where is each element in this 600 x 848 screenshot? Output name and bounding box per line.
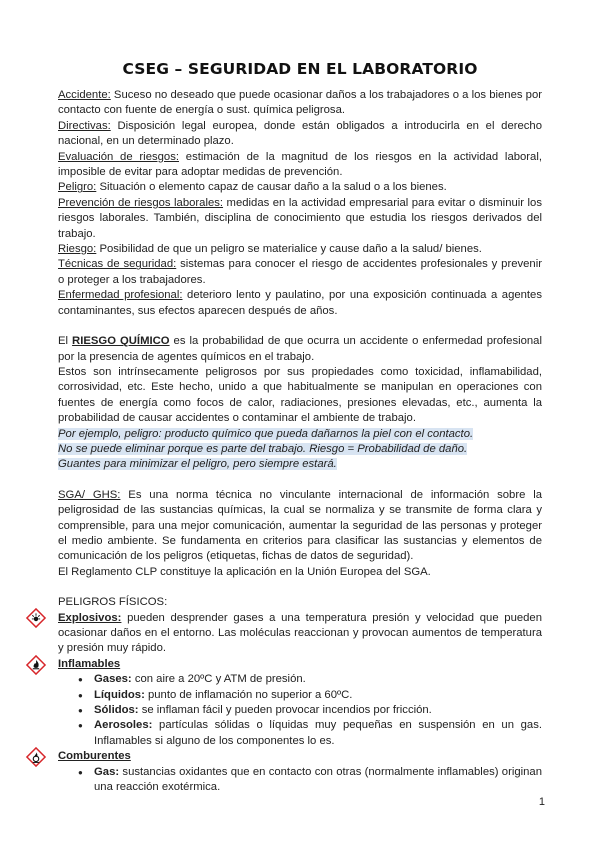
highlight-example-2 — [58, 442, 542, 457]
item-term: Líquidos: — [94, 688, 145, 701]
flame-over-circle-pictogram-icon — [25, 746, 47, 768]
spacer — [58, 319, 542, 334]
page-number: 1 — [538, 796, 545, 808]
definition-evaluacion — [58, 150, 542, 181]
riesgo-detail-paragraph: Estos son intrínsecamente peligrosos por sus propiedades como toxicidad, inflamabilidad, corrosividad, etc. Este hecho, unido a que habitualmente se manipulan en operaciones con fuentes de energía como focos de calor, radiaciones, presiones elevadas, etc., aumenta la probabilidad de causar accidentes o contaminar el ambiente de trabajo. — [58, 365, 542, 425]
definition-text: Posibilidad de que un peligro se materialice y cause daño a la salud/ bienes. — [96, 243, 482, 256]
explosivos-text: pueden desprender gases a una temperatura presión y velocidad que pueden ocasionar daños en el entorno. Las moléculas reaccionan y provocan aumentos de temperatura y presión muy rápido. — [58, 611, 542, 655]
definition-term: Evaluación de riesgos: — [58, 150, 179, 163]
item-text: con aire a 20ºC y ATM de presión. — [131, 673, 306, 686]
item-text: se inflaman fácil y pueden provocar incendios por fricción. — [138, 704, 432, 717]
explosivos-paragraph — [58, 611, 542, 657]
inflamables-item-aerosoles — [58, 718, 542, 749]
definition-text: Disposición legal europea, donde están obligados a introducirla en el derecho nacional, en un determinado plazo. — [58, 119, 542, 148]
highlight-example-3 — [58, 457, 542, 472]
definition-term: Accidente: — [58, 89, 111, 101]
riesgo-term: RIESGO QUÍMICO — [72, 335, 170, 348]
comburentes-section — [58, 749, 542, 795]
item-term: Gas: — [94, 765, 120, 778]
definition-text: estimación de la magnitud de los riesgos en la actividad laboral, imposible de evitar para adoptar medidas de prevención. — [58, 150, 542, 179]
clp-paragraph: El Reglamento CLP constituye la aplicación en la Unión Europea del SGA. — [58, 565, 431, 578]
fisicos-heading: PELIGROS FÍSICOS: — [58, 596, 168, 609]
definition-term: Enfermedad profesional: — [58, 289, 183, 302]
definition-text: Suceso no deseado que puede ocasionar daños a los trabajadores o a los bienes por contacto con fuente de energía o sust. química peligrosa. — [58, 89, 542, 117]
item-term: Gases: — [94, 673, 132, 686]
definition-term: Prevención de riesgos laborales: — [58, 196, 224, 209]
sga-text: Es una norma técnica no vinculante internacional de información sobre la peligrosidad de las sustancias químicas, la cual se normaliza y se transmite de forma clara y comprensible, para una mejor comunicación, aumentar la seguridad de las personas y proteger el medio ambiente. Se fundamenta en criterios para clasificar las sustancias y elementos de comunicación de los peligros (etiquetas, fichas de datos de seguridad). — [58, 488, 542, 563]
highlighted-text: Por ejemplo, peligro: producto químico que pueda dañarnos la piel con el contacto. — [58, 427, 474, 440]
item-text: punto de inflamación no superior a 60ºC. — [144, 688, 353, 701]
inflamables-section — [58, 657, 542, 749]
sga-term: SGA/ GHS: — [58, 488, 121, 501]
item-term: Aerosoles: — [94, 719, 153, 732]
riesgo-text: es la probabilidad de que ocurra un accidente o enfermedad profesional por la presencia de agentes químicos en el trabajo. — [58, 335, 542, 363]
definition-text: sistemas para conocer el riesgo de accidentes profesionales y prevenir o proteger a los trabajadores. — [58, 258, 542, 286]
definition-peligro — [58, 180, 542, 195]
inflamables-item-liquidos — [58, 688, 542, 703]
riesgo-quimico-paragraph — [58, 334, 542, 365]
document-body — [58, 88, 542, 795]
definition-directivas — [58, 119, 542, 150]
page-title: CSEG – SEGURIDAD EN EL LABORATORIO — [122, 60, 478, 78]
inflamables-heading: Inflamables — [58, 657, 121, 670]
definition-term: Riesgo: — [58, 243, 97, 256]
item-term: Sólidos: — [94, 704, 139, 717]
highlighted-text: Guantes para minimizar el peligro, pero siempre estará. — [58, 458, 337, 471]
definition-term: Peligro: — [58, 181, 97, 194]
definition-riesgo — [58, 242, 542, 257]
inflamables-item-solidos — [58, 703, 542, 718]
definition-enfermedad — [58, 288, 542, 319]
definition-text: Situación o elemento capaz de causar daño a la salud o a los bienes. — [96, 181, 447, 194]
definition-text: deterioro lento y paulatino, por una exposición continuada a agentes contaminantes, sus efectos aparecen después de años. — [58, 289, 542, 317]
item-text: sustancias oxidantes que en contacto con otras (normalmente inflamables) originan una reacción exotérmica. — [94, 765, 542, 794]
definition-accidente — [58, 88, 542, 119]
definition-text: medidas en la actividad empresarial para evitar o disminuir los riesgos laborales. También, disciplina de conocimiento que estudia los riesgos derivados del trabajo. — [58, 196, 542, 240]
fisicos-section — [58, 595, 542, 657]
sga-paragraph — [58, 488, 542, 565]
spacer — [58, 473, 542, 488]
comburentes-heading: Comburentes — [58, 750, 131, 763]
comburentes-item-gas — [58, 765, 542, 796]
flame-pictogram-icon — [25, 654, 47, 676]
highlight-example-1 — [58, 427, 542, 442]
definition-tecnicas — [58, 257, 542, 288]
explosive-pictogram-icon — [25, 607, 47, 629]
riesgo-intro: El — [58, 335, 73, 348]
inflamables-item-gases — [58, 672, 542, 687]
item-text: partículas sólidas o líquidas muy pequeñas en suspensión en un gas. Inflamables si alguno de los componentes lo es. — [94, 719, 542, 747]
definition-prevencion — [58, 196, 542, 242]
spacer — [58, 580, 542, 595]
definition-term: Directivas: — [58, 119, 111, 132]
definition-term: Técnicas de seguridad: — [58, 258, 177, 271]
highlighted-text: No se puede eliminar porque es parte del trabajo. Riesgo = Probabilidad de daño. — [58, 442, 468, 455]
explosivos-term: Explosivos: — [58, 611, 122, 624]
